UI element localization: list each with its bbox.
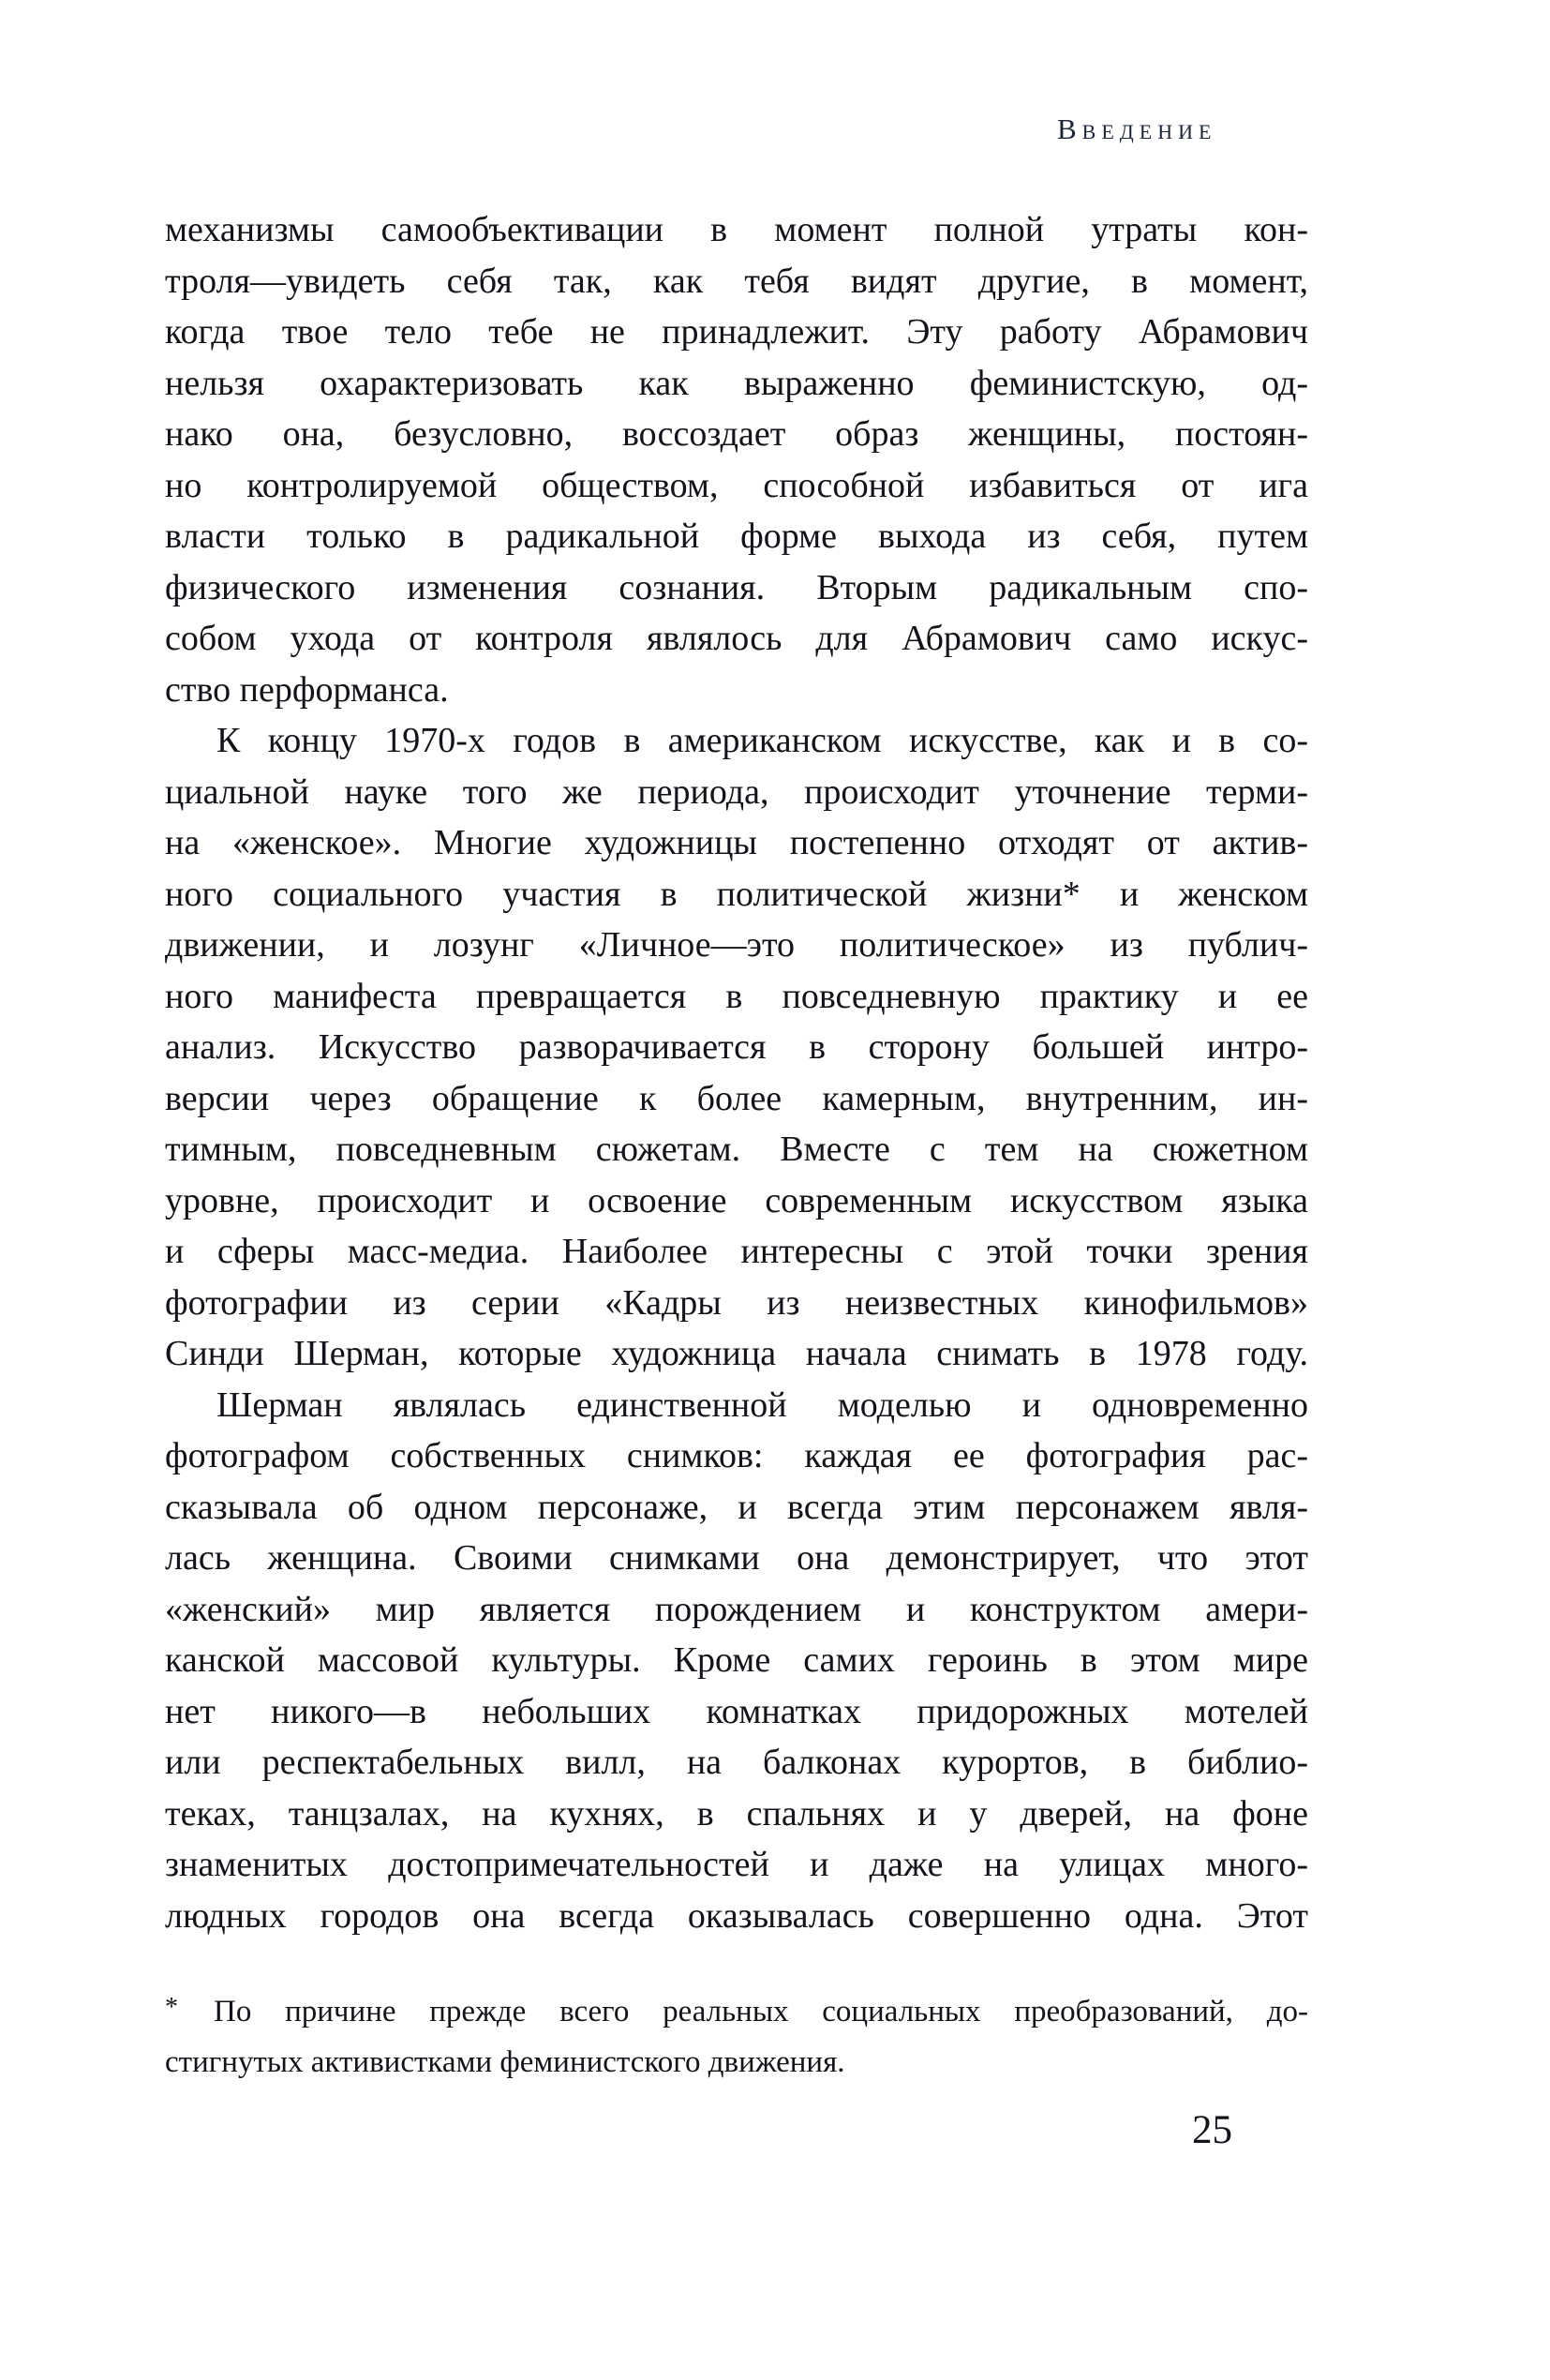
text-line: Шерман являлась единственной моделью и одновременно (216, 1385, 1308, 1425)
text-line: физического изменения сознания. Вторым радикальным спо- (165, 567, 1308, 607)
text-line: троля—увидеть себя так, как тебя видят другие, в момент, (165, 261, 1308, 301)
text-line: механизмы самообъективации в момент полной утраты кон- (165, 210, 1308, 249)
text-line: ного социального участия в политической жизни* и женском (165, 874, 1308, 914)
text-line: власти только в радикальной форме выхода из себя, путем (165, 516, 1308, 556)
footnote (165, 1980, 1308, 2090)
text-line: но контролируемой обществом, способной избавиться от ига (165, 465, 1308, 505)
text-line: ство перформанса. (165, 669, 449, 710)
running-head: Введение (1057, 112, 1217, 145)
text-line: тимным, повседневным сюжетам. Вместе с тем на сюжетном (165, 1130, 1308, 1169)
footnote-marker: * (165, 1993, 178, 2022)
text-line: ного манифеста превращается в повседневную практику и ее (165, 976, 1308, 1016)
page-number: 25 (1192, 2108, 1232, 2152)
text-line: и сферы масс-медиа. Наиболее интересны с этой точки зрения (165, 1232, 1308, 1271)
text-line: на «женское». Многие художницы постепенно отходят от актив- (165, 823, 1308, 862)
text-line: уровне, происходит и освоение современным искусством языка (165, 1180, 1308, 1220)
text-line: версии через обращение к более камерным, внутренним, ин- (165, 1078, 1308, 1118)
text-line: движении, и лозунг «Личное—это политическое» из публич- (165, 925, 1308, 965)
text-line: канской массовой культуры. Кроме самих героинь в этом мире (165, 1640, 1308, 1680)
text-line: анализ. Искусство разворачивается в сторону большей интро- (165, 1027, 1308, 1067)
text-line: нельзя охарактеризовать как выраженно феминистскую, од- (165, 363, 1308, 403)
text-line: фотографом собственных снимков: каждая ее фотография рас- (165, 1436, 1308, 1475)
text-line: Синди Шерман, которые художница начала снимать в 1978 году. (165, 1334, 1308, 1373)
text-line: нет никого—в небольших комнатках придорожных мотелей (165, 1691, 1308, 1731)
text-line: циальной науке того же периода, происходит уточнение терми- (165, 771, 1308, 812)
text-line: фотографии из серии «Кадры из неизвестных кинофильмов» (165, 1282, 1308, 1323)
text-line: или респектабельных вилл, на балконах курортов, в библио- (165, 1743, 1308, 1782)
text-line: сказывала об одном персонаже, и всегда этим персонажем явля- (165, 1487, 1308, 1527)
footnote-line (165, 2035, 1308, 2090)
paragraph (165, 204, 1308, 715)
text-line: лась женщина. Своими снимками она демонстрирует, что этот (165, 1538, 1308, 1578)
footnote-line (165, 1980, 1308, 2035)
text-line: К концу 1970-х годов в американском искусстве, как и в со- (216, 721, 1308, 760)
footnote-text: стигнутых активистками феминистского движения. (165, 2045, 845, 2079)
footnote-text: По причине прежде всего реальных социальных преобразований, до- (214, 1995, 1308, 2028)
text-line: нако она, безусловно, воссоздает образ женщины, постоян- (165, 414, 1308, 454)
text-line: собом ухода от контроля являлось для Абрамович само искус- (165, 619, 1308, 658)
paragraph (165, 1380, 1308, 1942)
body-text (165, 204, 1308, 1941)
text-line: людных городов она всегда оказывалась совершенно одна. Этот (165, 1895, 1308, 1936)
paragraph (165, 715, 1308, 1380)
text-line: теках, танцзалах, на кухнях, в спальнях и у дверей, на фоне (165, 1793, 1308, 1834)
text-line: знаменитых достопримечательностей и даже на улицах много- (165, 1845, 1308, 1884)
text-line: «женский» мир является порождением и конструктом амери- (165, 1589, 1308, 1629)
text-line: когда твое тело тебе не принадлежит. Эту работу Абрамович (165, 312, 1308, 352)
